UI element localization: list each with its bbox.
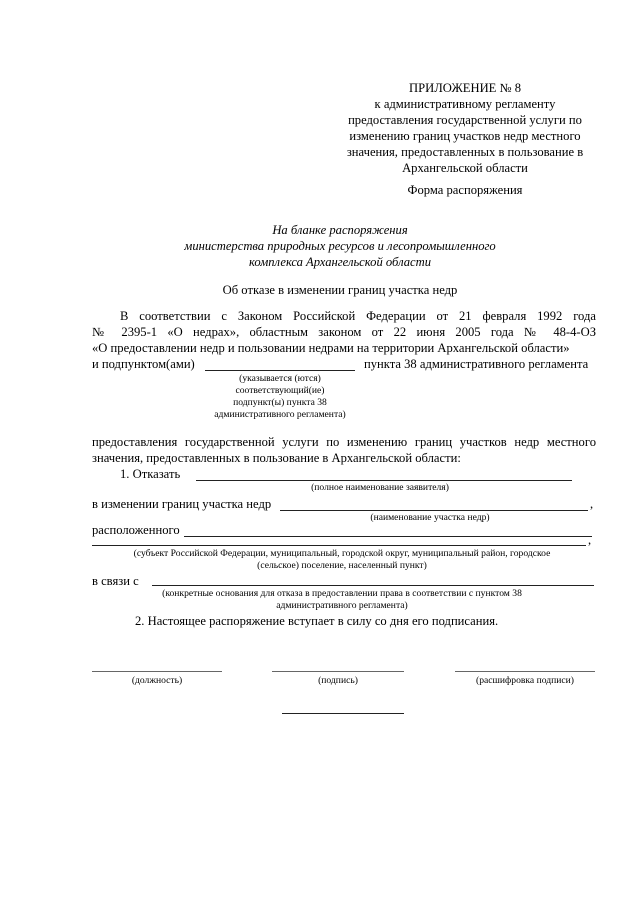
reason-hint-1: (конкретные основания для отказа в предоставлении права в соответствии с пунктом 38 <box>162 588 522 599</box>
subclause-hint-1: (указывается (ются) <box>239 373 321 384</box>
intro-line-4-end: пункта 38 административного регламента <box>364 357 589 371</box>
applicant-hint: (полное наименование заявителя) <box>311 482 449 493</box>
location-comma: , <box>588 533 592 547</box>
appendix-line-1: к административному регламенту <box>374 97 556 111</box>
appendix-line-2: предоставления государственной услуги по <box>348 113 582 127</box>
letterhead-line-3: комплекса Архангельской области <box>248 255 431 269</box>
subsoil-label: в изменении границ участка недр <box>92 497 272 511</box>
document-title: Об отказе в изменении границ участка недр <box>222 283 458 297</box>
subclause-hint-3: подпункт(ы) пункта 38 <box>233 397 327 408</box>
location-hint-1: (субъект Российской Федерации, муниципальный, городской округ, муниципальный район, городское <box>133 548 551 559</box>
appendix-line-3: изменению границ участков недр местного <box>349 129 581 143</box>
continuation-line-1: предоставления государственной услуги по изменению границ участков недр местного <box>92 435 596 449</box>
applicant-field-line <box>196 480 572 481</box>
item2-text: 2. Настоящее распоряжение вступает в силу со дня его подписания. <box>135 614 499 628</box>
position-line <box>92 671 222 672</box>
subclause-hint-4: административного регламента) <box>214 409 346 420</box>
decoding-line <box>455 671 595 672</box>
subsoil-comma: , <box>590 497 594 511</box>
item1-label: 1. Отказать <box>120 467 181 481</box>
appendix-title: ПРИЛОЖЕНИЕ № 8 <box>409 81 521 95</box>
signature-line <box>272 671 404 672</box>
intro-line-2: № 2395-1 «О недрах», областным законом от 22 июня 2005 года № 48-4-ОЗ <box>92 325 596 339</box>
subsoil-hint: (наименование участка недр) <box>370 512 490 523</box>
intro-line-1: В соответствии с Законом Российской Федерации от 21 февраля 1992 года <box>120 309 596 323</box>
reason-hint-2: административного регламента) <box>276 600 408 611</box>
intro-line-4-start: и подпунктом(ами) <box>92 357 195 371</box>
appendix-line-4: значения, предоставленных в пользование в <box>346 145 584 159</box>
subclause-hint-2: соответствующий(ие) <box>235 385 325 396</box>
reason-field-line <box>152 585 594 586</box>
position-caption: (должность) <box>131 675 183 686</box>
location-field-line-2 <box>92 545 586 546</box>
continuation-line-2: значения, предоставленных в пользование в Архангельской области: <box>92 451 461 465</box>
reason-label: в связи с <box>92 574 139 588</box>
subclause-blank-line <box>205 370 355 371</box>
signature-caption: (подпись) <box>318 675 358 686</box>
location-hint-2: (сельское) поселение, населенный пункт) <box>257 560 427 571</box>
appendix-line-5: Архангельской области <box>402 161 528 175</box>
location-field-line-1 <box>184 536 592 537</box>
footer-rule <box>282 713 404 714</box>
form-label: Форма распоряжения <box>407 183 523 197</box>
location-label: расположенного <box>92 523 180 537</box>
intro-line-3: «О предоставлении недр и пользовании недрами на территории Архангельской области» <box>92 341 570 355</box>
letterhead-line-1: На бланке распоряжения <box>272 223 408 237</box>
subsoil-field-line <box>280 510 588 511</box>
letterhead-line-2: министерства природных ресурсов и лесопромышленного <box>184 239 496 253</box>
decoding-caption: (расшифровка подписи) <box>476 675 574 686</box>
